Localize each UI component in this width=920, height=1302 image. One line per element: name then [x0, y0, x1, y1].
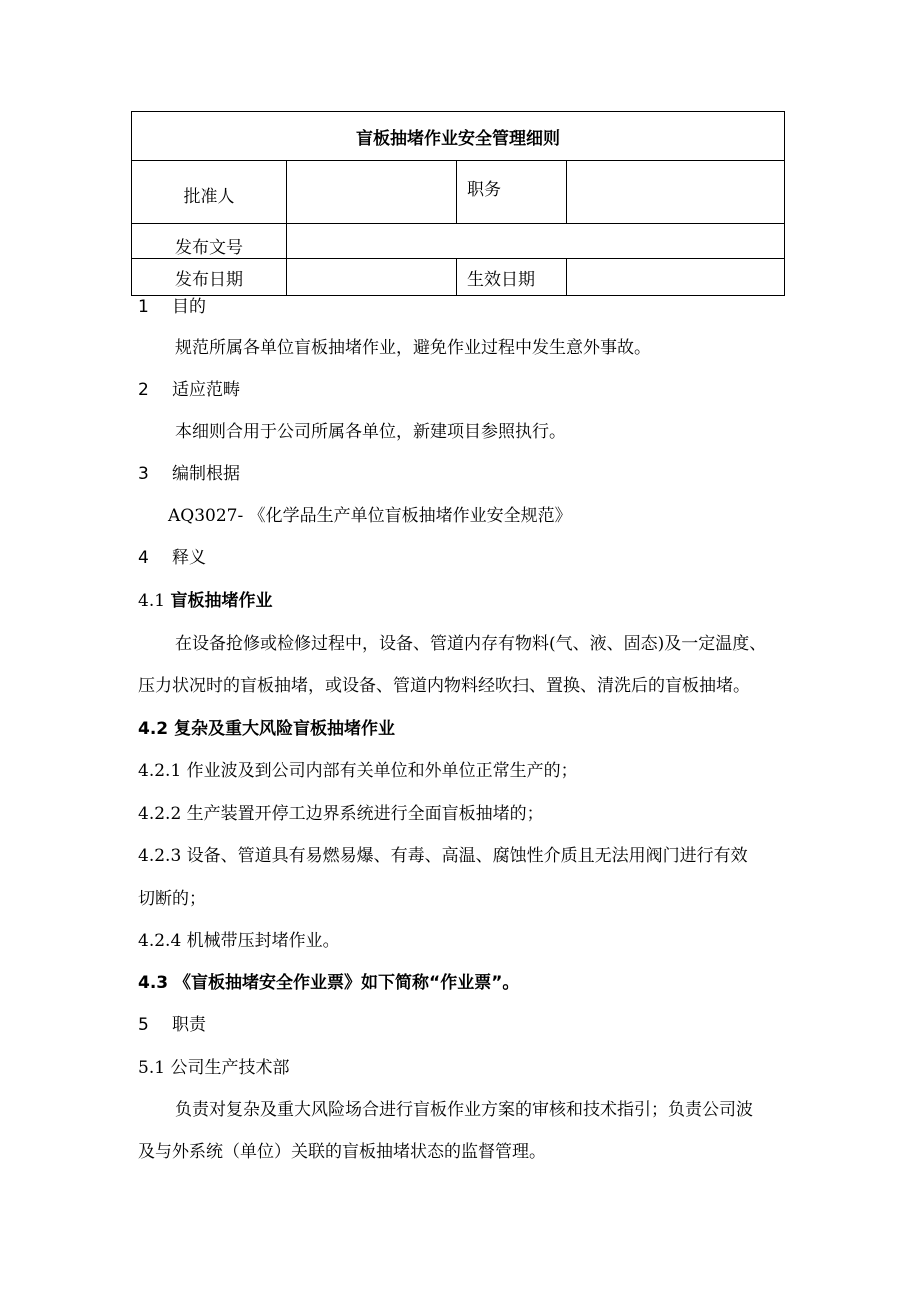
section-4-2-2: 4.2.2 生产装置开停工边界系统进行全面盲板抽堵的； — [138, 804, 544, 824]
section-4-title: 释义 — [172, 548, 206, 568]
section-2-number: 2 — [138, 380, 149, 400]
section-4-2-4: 4.2.4 机械带压封堵作业。 — [138, 931, 340, 951]
section-5-1-line-1: 负责对复杂及重大风险场合进行盲板作业方案的审核和技术指引；负责公司波 — [175, 1100, 753, 1120]
section-1-text: 规范所属各单位盲板抽堵作业，避免作业过程中发生意外事故。 — [175, 338, 651, 358]
section-4-2-heading: 4.2 复杂及重大风险盲板抽堵作业 — [138, 719, 396, 739]
doc-no-label: 发布文号 — [132, 224, 287, 259]
section-4-1-line-1: 在设备抢修或检修过程中，设备、管道内存有物料(气、液、固态)及一定温度、 — [175, 634, 767, 654]
section-4-3: 4.3 《盲板抽堵安全作业票》如下简称“作业票”。 — [138, 973, 520, 993]
approver-label: 批准人 — [132, 161, 287, 224]
section-5-1-heading: 5.1 公司生产技术部 — [138, 1058, 290, 1078]
section-3-text: AQ3027- 《化学品生产单位盲板抽堵作业安全规范》 — [168, 506, 572, 526]
section-4-1-line-2: 压力状况时的盲板抽堵，或设备、管道内物料经吹扫、置换、清洗后的盲板抽堵。 — [138, 676, 750, 696]
section-2-heading — [138, 380, 240, 400]
effective-date-label: 生效日期 — [457, 259, 567, 296]
section-4-1-heading — [138, 591, 272, 611]
effective-date-value — [567, 259, 785, 296]
section-2-title: 适应范畴 — [172, 380, 240, 400]
section-5-title: 职责 — [172, 1015, 206, 1035]
section-4-1-title: 盲板抽堵作业 — [170, 591, 273, 611]
section-4-number: 4 — [138, 548, 149, 568]
section-5-number: 5 — [138, 1015, 149, 1035]
section-2-text: 本细则合用于公司所属各单位，新建项目参照执行。 — [175, 422, 566, 442]
section-1-number: 1 — [138, 297, 149, 317]
header-table — [131, 111, 785, 296]
section-4-2-3-line-2: 切断的； — [138, 889, 206, 909]
issue-date-value — [287, 259, 457, 296]
section-3-number: 3 — [138, 464, 149, 484]
position-value — [567, 161, 785, 224]
doc-no-value — [287, 224, 785, 259]
section-1-heading — [138, 297, 206, 317]
section-4-2-3-line-1: 4.2.3 设备、管道具有易燃易爆、有毒、高温、腐蚀性介质且无法用阀门进行有效 — [138, 846, 748, 866]
section-4-2-1: 4.2.1 作业波及到公司内部有关单位和外单位正常生产的； — [138, 761, 578, 781]
issue-date-label: 发布日期 — [132, 259, 287, 296]
section-3-heading — [138, 464, 240, 484]
section-4-heading — [138, 548, 206, 568]
section-3-title: 编制根据 — [172, 464, 240, 484]
approver-value — [287, 161, 457, 224]
section-5-1-line-2: 及与外系统（单位）关联的盲板抽堵状态的监督管理。 — [138, 1142, 546, 1162]
section-1-title: 目的 — [172, 297, 206, 317]
position-label: 职务 — [457, 161, 567, 224]
document-title: 盲板抽堵作业安全管理细则 — [132, 112, 785, 161]
section-4-1-number: 4.1 — [138, 591, 166, 611]
section-5-heading — [138, 1015, 206, 1035]
